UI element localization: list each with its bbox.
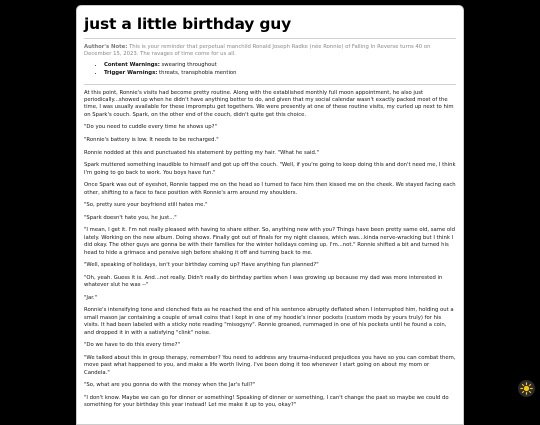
trigger-warning: • Trigger Warnings: threats, transphobia mention — [104, 70, 456, 78]
title-divider — [84, 38, 456, 39]
authors-note-label: Author's Note — [84, 43, 126, 50]
story-paragraph: Ronnie's intensifying tone and clenched fists as he reached the end of his sentence abruptly deflated when I interrupted him, holding out a small mason jar containing a couple of small coins that I kept in one of my hoodie's inner pockets (custom mods by yours truly) for his visits. It had been labeled with a sticky note reading "misogyny". Ronnie groaned, rummaged in one of his pockets until he found a coin, and dropped it in with a satisfying "clink" noise. — [84, 307, 454, 336]
story-paragraph: "Well, speaking of holidays, isn't your birthday coming up? Have anything fun planned?" — [84, 262, 319, 269]
warnings-list — [84, 62, 456, 77]
story-paragraph: "Jar." — [84, 294, 98, 301]
story-paragraph: At this point, Ronnie's visits had become pretty routine. Along with the established monthly full moon appointment, he also just periodically...showed up when he didn't have anything better to do, and given that my social calendar wasn't exactly packed most of the time, I was usually available for these impromptu get togethers. We were presently at one of these routine visits, my curled up next to him on Spark's couch. Spark, on the other end of the couch, didn't quite get this choice. — [84, 89, 454, 118]
story-paragraph: "Ronnie's battery is low. It needs to be recharged." — [84, 136, 219, 143]
story-paragraph: "I mean, I get it. I'm not really pleased with having to share either. So, anything new with you? Things have been pretty same old, same old lately. Working on the new album. Doing shows. Finally got out of finals for my night classes, which was...kinda nerve-wracking but I think I did okay. The other guys are gonna be with their families for the winter holidays coming up. I'm...not." Ronnie shifted a bit and turned his head to hide a grimace and pensive sigh before shaking it off and turning back to me. — [84, 227, 455, 256]
story-paragraph: Ronnie nodded at this and punctuated his statement by petting my hair. "What he said." — [84, 149, 319, 156]
content-warning: • Content Warnings: swearing throughout — [104, 62, 456, 70]
story-paragraph: "Oh, yeah. Guess it is. And...not really. Didn't really do birthday parties when I was growing up because my dad was more interested in whatever slut he was --" — [84, 274, 443, 289]
story-paragraph: "So, pretty sure your boyfriend still hates me." — [84, 202, 208, 209]
story-paragraph: "So, what are you gonna do with the money when the Jar's full?" — [84, 382, 256, 389]
story-paragraph: "Do you need to cuddle every time he shows up?" — [84, 124, 217, 131]
note-divider — [84, 84, 456, 85]
authors-note-text: This is your reminder that perpetual manchild Ronald Joseph Radke (née Ronnie) of Falling In Reverse turns 40 on December 15, 2023. The ravages of time come for us all. — [84, 43, 431, 57]
story-paragraph: "Spark doesn't hate you, he just..." — [84, 214, 177, 221]
story-paragraph: "We talked about this in group therapy, remember? You need to address any trauma-induced prejudices you have so you can combat them, move past what happened to you, and make a life worth living. I've been doing it too whenever I start going on about my mom or Candela." — [84, 354, 456, 376]
authors-note: Author's Note: This is your reminder that perpetual manchild Ronald Joseph Radke (née Ronnie) of Falling In Reverse turns 40 on December 15, 2023. The ravages of time come for us all. — [84, 43, 431, 57]
story-paragraph: "I don't know. Maybe we can go for dinner or something! Speaking of dinner or something, I can't change the past so maybe we could do something for your birthday this year instead! Let me make it up to you, okay?" — [84, 394, 449, 409]
story-paragraph: Once Spark was out of eyeshot, Ronnie tapped me on the head so I turned to face him then kissed me on the cheek. We stayed facing each other, shifting to a face to face position with Ronnie's arm around my shoulders. — [84, 182, 456, 196]
story-body — [84, 90, 456, 410]
story-paragraph: Spark muttered something inaudible to himself and got up off the couch. "Well, if you're going to keep doing this and don't need me, I think I'm going to go back to work. You boys have fun." — [84, 162, 456, 176]
story-paragraph: "Do we have to do this every time?" — [84, 342, 180, 349]
theme-toggle-button[interactable] — [518, 380, 535, 397]
story-page — [76, 5, 464, 425]
sun-icon — [520, 382, 533, 395]
story-title: just a little birthday guy — [84, 15, 292, 33]
